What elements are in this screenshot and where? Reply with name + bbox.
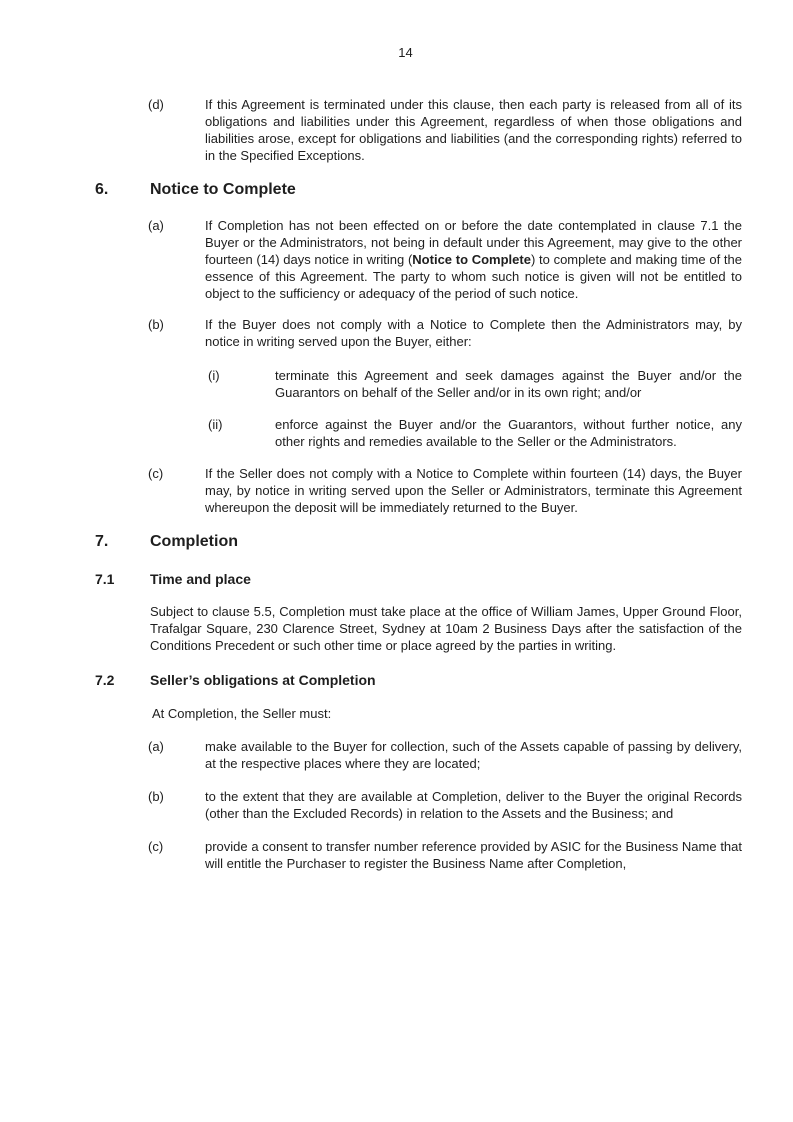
clause-text: If the Seller does not comply with a Notice to Complete within fourteen (14) days, the Buyer may, by notice in writing served upon the Seller or Administrators, terminate this Agreement whereupon the deposit will be immediately returned to the Buyer.: [205, 466, 742, 515]
clause-text: provide a consent to transfer number reference provided by ASIC for the Business Name that will entitle the Purchaser to register the Business Name after Completion,: [205, 839, 742, 871]
defined-term-bold: Notice to Complete: [412, 252, 531, 267]
section-title: Notice to Complete: [150, 181, 296, 198]
clause-text: [205, 217, 742, 302]
clause-72b: [148, 788, 742, 822]
clause-text-segment: If Completion has not been effected on or before the date contemplated in clause 7.1 the Buyer or the Administrators, not being in default under this Agreement, may give to the other fourteen (14) days notice in writing (: [205, 218, 742, 267]
section-7-2-intro: At Completion, the Seller must:: [152, 706, 332, 721]
subsection-title: Time and place: [150, 571, 251, 587]
section-7-1-body: Subject to clause 5.5, Completion must take place at the office of William James, Upper Ground Floor, Trafalgar Square, 230 Clarence Street, Sydney at 10am 2 Business Days after the satisfaction of the Conditions Precedent or such other time or place agreed by the parties in writing.: [150, 604, 742, 653]
section-number: 7.: [95, 533, 109, 550]
subsection-title: Seller’s obligations at Completion: [150, 672, 376, 688]
clause-marker: (a): [148, 218, 164, 233]
clause-d: [148, 96, 742, 164]
clause-6b-i: [208, 367, 742, 401]
section-6-heading: [95, 180, 742, 200]
clause-6b: [148, 316, 742, 350]
section-7-2-heading: [95, 671, 742, 689]
section-title: Completion: [150, 533, 238, 550]
subsection-number: 7.2: [95, 672, 115, 688]
clause-6b-ii: [208, 416, 742, 450]
clause-marker: (c): [148, 839, 164, 854]
clause-6c: [148, 465, 742, 516]
clause-text: make available to the Buyer for collection, such of the Assets capable of passing by delivery, at the respective places where they are located;: [205, 739, 742, 771]
clause-72c: [148, 838, 742, 872]
page-number: 14: [398, 45, 413, 60]
subsection-number: 7.1: [95, 571, 115, 587]
sub-clause-text: terminate this Agreement and seek damages against the Buyer and/or the Guarantors on behalf of the Seller and/or in its own right; and/or: [275, 368, 742, 400]
sub-clause-text: enforce against the Buyer and/or the Guarantors, without further notice, any other rights and remedies available to the Seller or the Administrators.: [275, 417, 742, 449]
section-number: 6.: [95, 181, 109, 198]
clause-marker: (a): [148, 739, 164, 754]
clause-marker: (b): [148, 317, 164, 332]
clause-marker: (b): [148, 789, 164, 804]
clause-text: to the extent that they are available at Completion, deliver to the Buyer the original Records (other than the Excluded Records) in relation to the Assets and the Business; and: [205, 789, 742, 821]
clause-marker: (c): [148, 466, 164, 481]
clause-text: If this Agreement is terminated under this clause, then each party is released from all of its obligations and liabilities under this Agreement, regardless of when those obligations and liabilities arose, except for obligations and liabilities (and the corresponding rights) referred to in the Specified Exceptions.: [205, 97, 742, 163]
clause-text-segment: ) to complete and making time of the essence of this Agreement. The party to whom such notice is given will not be entitled to object to the sufficiency or adequacy of the period of such notice.: [205, 252, 742, 301]
sub-clause-marker: (ii): [208, 417, 223, 432]
sub-clause-marker: (i): [208, 368, 220, 383]
clause-marker: (d): [148, 97, 164, 112]
clause-6a: [148, 217, 742, 302]
section-7-heading: [95, 532, 742, 552]
clause-text: If the Buyer does not comply with a Notice to Complete then the Administrators may, by notice in writing served upon the Buyer, either:: [205, 317, 742, 349]
clause-72a: [148, 738, 742, 772]
section-7-1-heading: [95, 570, 742, 588]
